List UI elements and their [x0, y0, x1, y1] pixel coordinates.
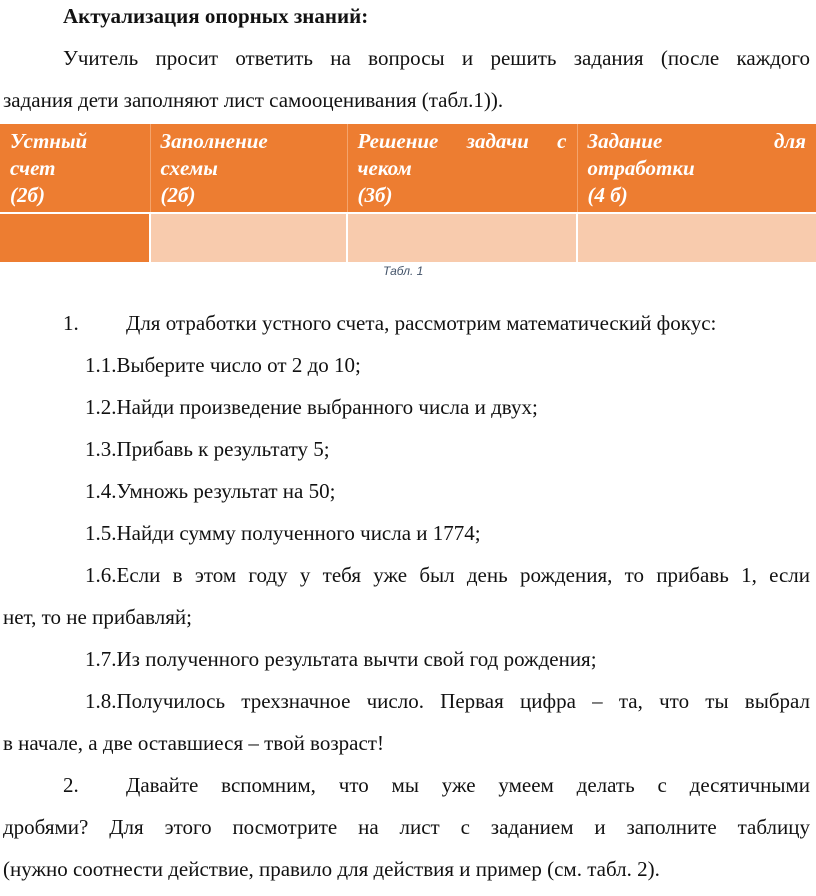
step-1-1: 1.1.Выберите число от 2 до 10; — [85, 353, 361, 377]
step-1-5: 1.5.Найди сумму полученного числа и 1774; — [85, 521, 481, 545]
header-text: счет — [10, 156, 56, 180]
header-text: Задание для — [587, 129, 806, 153]
header-text: отработки — [587, 156, 695, 180]
step-1-4: 1.4.Умножь результат на 50; — [85, 479, 336, 503]
score-cell[interactable] — [347, 213, 577, 262]
item-1-number: 1. — [63, 311, 79, 335]
item-1-text: Для отработки устного счета, рассмотрим математический фокус: — [126, 311, 717, 335]
table-header-cell — [347, 124, 577, 213]
item-2-line-1: Давайте вспомним, что мы уже умеем делать с десятичными — [126, 773, 810, 797]
table-score-row — [0, 213, 816, 262]
intro-line-1: Учитель просит ответить на вопросы и решить задания (после каждого — [63, 46, 810, 70]
item-2-number: 2. — [63, 773, 79, 797]
table-header-cell — [0, 124, 150, 213]
item-2-line-3: (нужно соотнести действие, правило для действия и пример (см. табл. 2). — [3, 857, 660, 881]
item-2-line-2: дробями? Для этого посмотрите на лист с заданием и заполните таблицу — [3, 815, 810, 839]
header-points: (2б) — [160, 183, 196, 207]
step-1-2: 1.2.Найди произведение выбранного числа и двух; — [85, 395, 538, 419]
header-text: схемы — [160, 156, 218, 180]
header-text: Решение задачи с — [357, 129, 567, 153]
header-text: Заполнение — [160, 129, 268, 153]
header-points: (2б) — [10, 183, 45, 207]
heading: Актуализация опорных знаний: — [63, 4, 369, 28]
self-assessment-table — [0, 124, 816, 262]
step-1-6: 1.6.Если в этом году у тебя уже был день рождения, то прибавь 1, если — [85, 563, 810, 587]
step-1-6-continued: нет, то не прибавляй; — [3, 605, 192, 629]
score-cell[interactable] — [0, 213, 150, 262]
score-cell[interactable] — [577, 213, 816, 262]
table-header-row — [0, 124, 816, 213]
table-header-cell — [150, 124, 347, 213]
step-1-3: 1.3.Прибавь к результату 5; — [85, 437, 330, 461]
table-header-cell — [577, 124, 816, 213]
header-text: Устный — [10, 129, 88, 153]
score-cell[interactable] — [150, 213, 347, 262]
intro-line-2: задания дети заполняют лист самооценивания (табл.1)). — [3, 88, 504, 112]
step-1-8: 1.8.Получилось трехзначное число. Первая цифра – та, что ты выбрал — [85, 689, 810, 713]
table-caption: Табл. 1 — [383, 264, 424, 278]
header-points: (4 б) — [587, 183, 628, 207]
header-points: (3б) — [357, 183, 393, 207]
header-text: чеком — [357, 156, 412, 180]
step-1-8-continued: в начале, а две оставшиеся – твой возраст! — [3, 731, 384, 755]
step-1-7: 1.7.Из полученного результата вычти свой год рождения; — [85, 647, 597, 671]
